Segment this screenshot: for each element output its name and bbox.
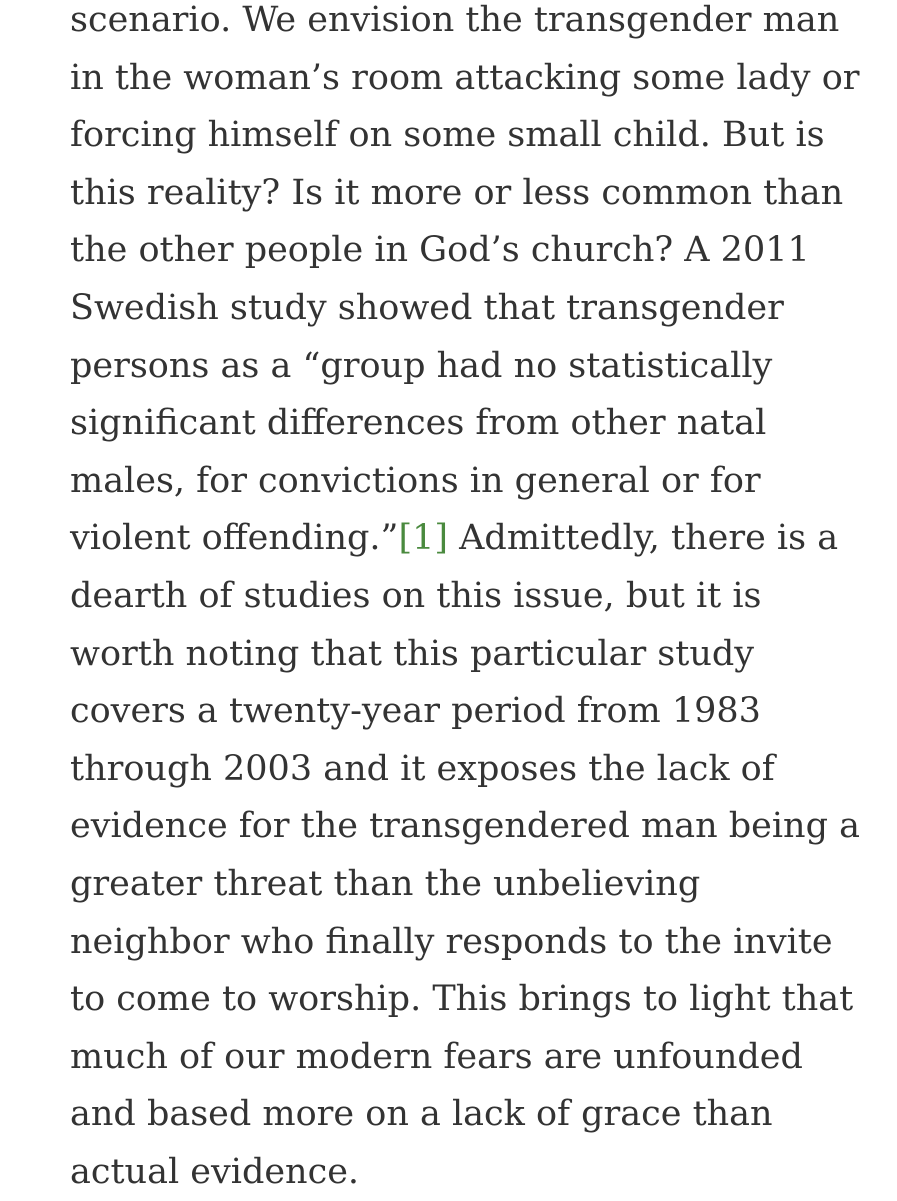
text-line: persons as a “group had no statistically	[70, 345, 773, 386]
text-segment: violent offending.”	[70, 518, 399, 559]
text-segment: Admittedly, there is a	[448, 518, 839, 559]
text-line: in the woman’s room attacking some lady or	[70, 57, 860, 98]
text-line: and based more on a lack of grace than	[70, 1094, 773, 1135]
text-line: the other people in God’s church? A 2011	[70, 230, 810, 271]
footnote-link[interactable]: [1]	[398, 518, 449, 559]
text-line: males, for convictions in general or for	[70, 460, 761, 501]
text-line: scenario. We envision the transgender man	[70, 0, 840, 40]
text-line: this reality? Is it more or less common than	[70, 172, 844, 213]
text-line: evidence for the transgendered man being a	[70, 806, 860, 847]
article-body	[70, 0, 870, 1201]
text-line: to come to worship. This brings to light that	[70, 979, 854, 1020]
text-line: covers a twenty-year period from 1983	[70, 691, 761, 732]
text-line: actual evidence.	[70, 1151, 360, 1192]
text-line: neighbor who finally responds to the invite	[70, 921, 833, 962]
text-line: dearth of studies on this issue, but it is	[70, 575, 762, 616]
text-line: through 2003 and it exposes the lack of	[70, 748, 775, 789]
text-line: greater threat than the unbelieving	[70, 863, 701, 904]
text-line-with-footnote	[70, 510, 870, 568]
text-line: worth noting that this particular study	[70, 633, 755, 674]
text-line: significant differences from other natal	[70, 403, 767, 444]
text-line: much of our modern fears are unfounded	[70, 1036, 803, 1077]
text-line: Swedish study showed that transgender	[70, 287, 784, 328]
text-line: forcing himself on some small child. But is	[70, 115, 825, 156]
